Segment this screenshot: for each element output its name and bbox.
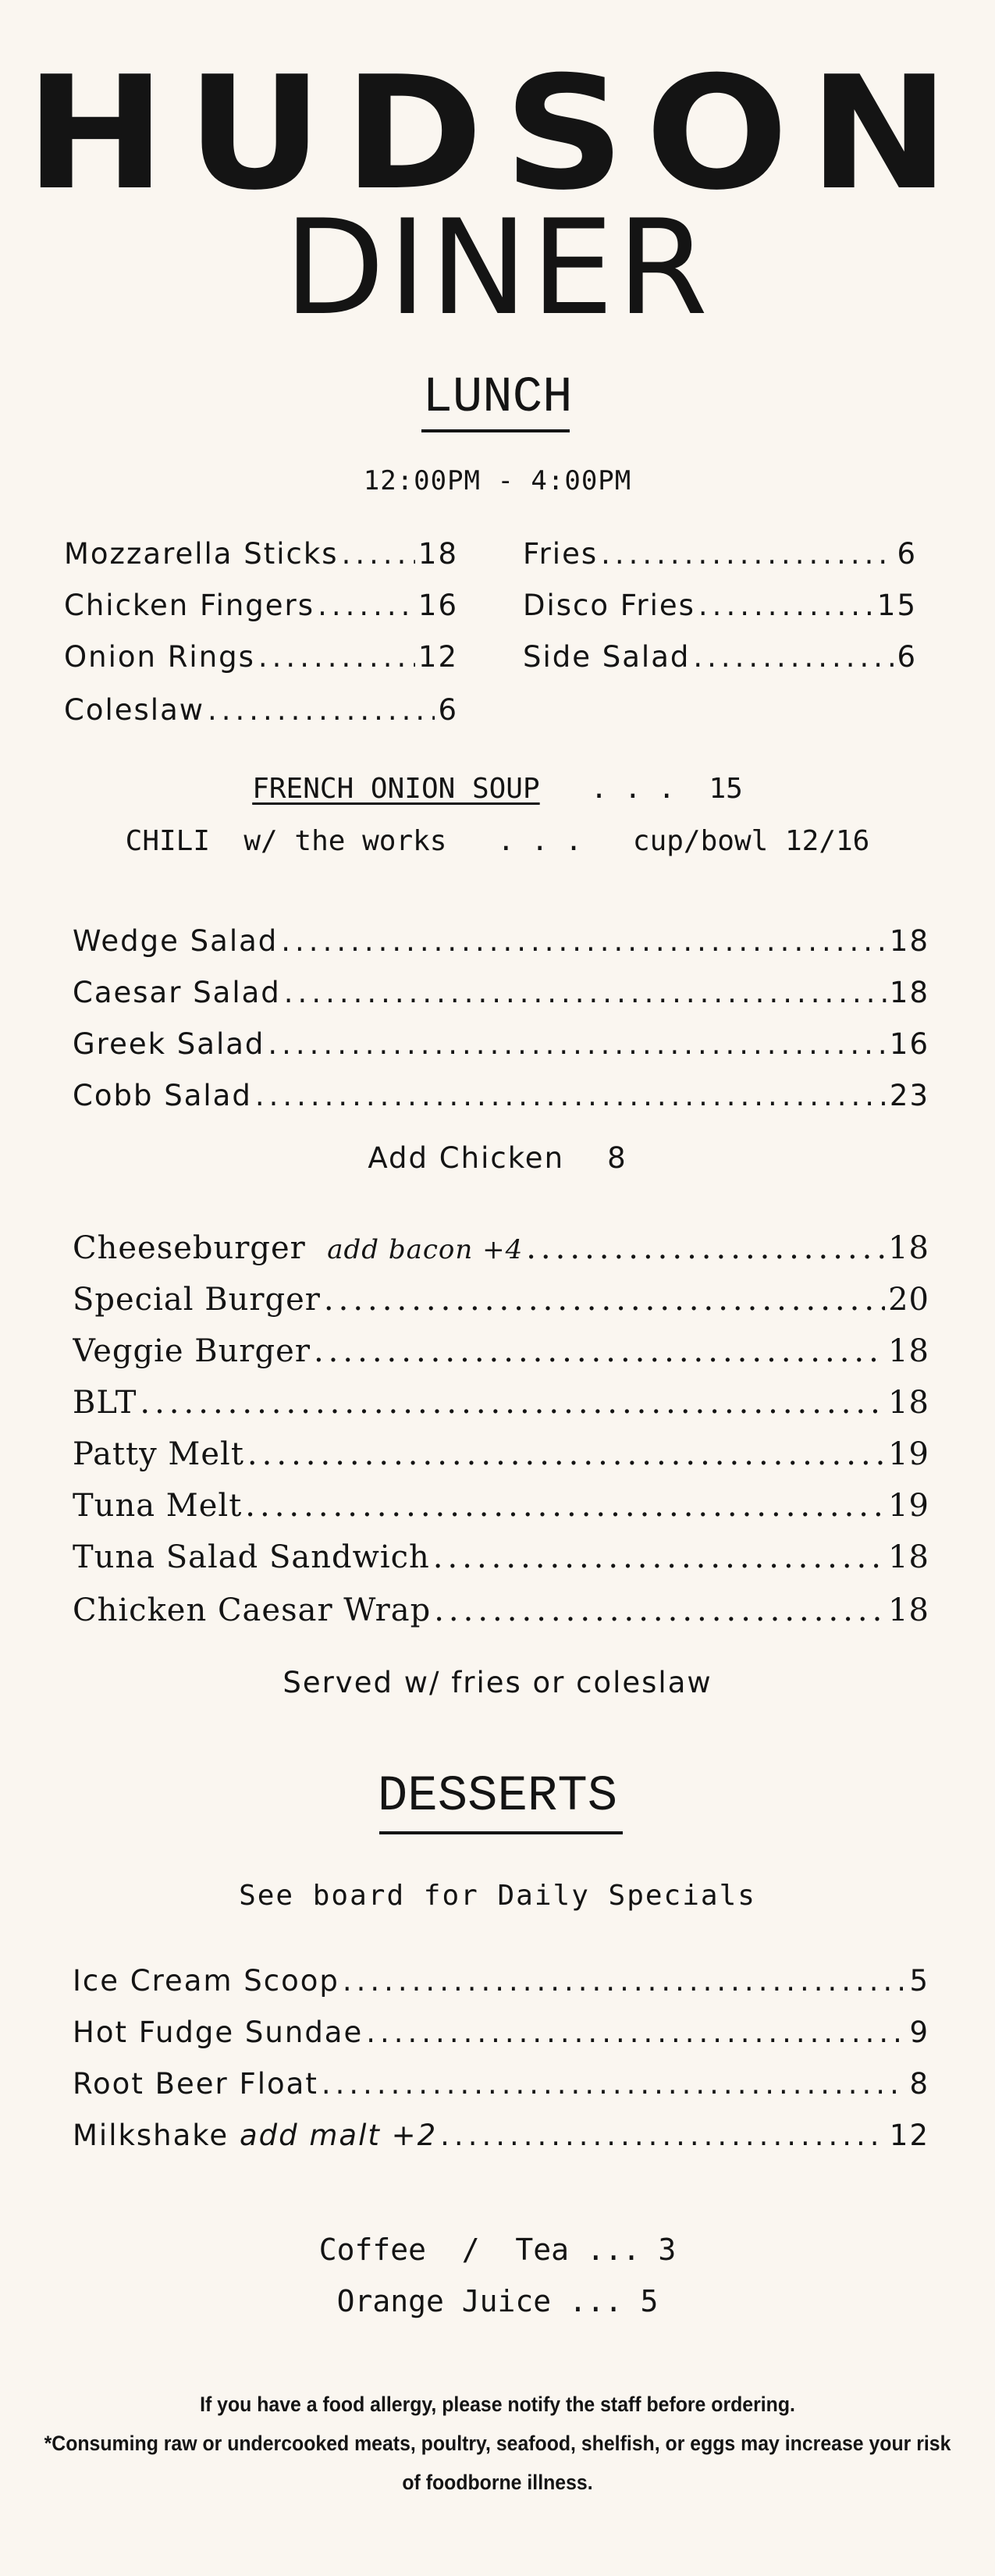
item-name: Patty Melt (73, 1436, 244, 1472)
menu-item (523, 640, 917, 674)
menu-item (73, 1488, 929, 1524)
item-name: Tuna Melt (73, 1488, 243, 1524)
soup-separator: . . . (590, 773, 676, 805)
item-price: 9 (909, 2016, 929, 2049)
menu-item (73, 2016, 929, 2049)
drinks-line-coffee-tea: Coffee / Tea ... 3 (318, 2233, 677, 2267)
item-name: Tuna Salad Sandwich (73, 1539, 430, 1575)
menu-item (73, 1592, 929, 1628)
menu-item (73, 2119, 929, 2152)
chili-separator: . . . (497, 825, 582, 857)
add-chicken-label: Add Chicken (368, 1141, 565, 1175)
item-price: 18 (889, 976, 929, 1009)
brand-title-line2: DINER (283, 191, 712, 344)
item-price: 6 (438, 693, 458, 727)
desserts-heading-underline (379, 1831, 623, 1834)
menu-item (64, 589, 458, 622)
item-name: Chicken Fingers (64, 589, 315, 622)
item-price: 18 (888, 1539, 929, 1575)
item-name (73, 2119, 437, 2152)
item-name: Chicken Caesar Wrap (73, 1592, 432, 1628)
served-with-note: Served w/ fries or coleslaw (283, 1666, 712, 1699)
soup-line (0, 773, 995, 805)
menu-item (73, 1333, 929, 1369)
item-price: 5 (909, 1964, 929, 1998)
menu-item (73, 1385, 929, 1421)
item-name: Greek Salad (73, 1027, 265, 1061)
item-name: Hot Fudge Sundae (73, 2016, 364, 2049)
soup-name: FRENCH ONION SOUP (252, 773, 540, 805)
chili-price: cup/bowl 12/16 (632, 825, 870, 857)
item-price: 16 (889, 1027, 929, 1061)
chili-name: CHILI (125, 825, 211, 857)
item-price: 18 (888, 1385, 929, 1421)
menu-item (73, 1079, 929, 1112)
lunch-heading: LUNCH (422, 370, 573, 426)
item-name-text: Cheeseburger (73, 1230, 306, 1266)
menu-item (64, 640, 458, 674)
item-name: Fries (523, 537, 599, 571)
daily-specials-note: See board for Daily Specials (239, 1880, 756, 1912)
consumption-warning: *Consuming raw or undercooked meats, poultry, seafood, shelfish, or eggs may increase your risk (44, 2432, 951, 2455)
item-name: Special Burger (73, 1282, 321, 1318)
menu-item (73, 1027, 929, 1061)
item-note: add malt +2 (239, 2119, 438, 2152)
chili-line (0, 825, 995, 857)
item-price: 18 (888, 1230, 929, 1266)
menu-item (73, 1282, 929, 1318)
lunch-hours: 12:00PM - 4:00PM (363, 465, 632, 496)
lunch-heading-underline (421, 429, 570, 432)
item-note: add bacon +4 (327, 1234, 524, 1265)
item-price: 18 (889, 924, 929, 958)
menu-item (73, 1230, 929, 1266)
brand-title-line1: HUDSON (25, 43, 970, 225)
item-name: Caesar Salad (73, 976, 281, 1009)
item-name: Cobb Salad (73, 1079, 252, 1112)
menu-item (523, 537, 917, 571)
add-chicken-price: 8 (607, 1141, 627, 1175)
drinks-line-orange-juice: Orange Juice ... 5 (336, 2284, 659, 2318)
item-name: Veggie Burger (73, 1333, 311, 1369)
menu-item (73, 1436, 929, 1472)
item-name-text: Milkshake (73, 2119, 229, 2152)
item-price: 6 (897, 537, 917, 571)
item-name: Mozzarella Sticks (64, 537, 339, 571)
item-price: 23 (889, 1079, 929, 1112)
item-name: Root Beer Float (73, 2067, 318, 2101)
item-name: Side Salad (523, 640, 691, 674)
menu-item (73, 1964, 929, 1998)
item-price: 12 (418, 640, 458, 674)
item-name: Coleslaw (64, 693, 205, 727)
item-name: Disco Fries (523, 589, 695, 622)
item-price: 18 (888, 1592, 929, 1628)
menu-item (73, 976, 929, 1009)
desserts-heading: DESSERTS (377, 1769, 618, 1825)
menu-item (64, 537, 458, 571)
menu-item (73, 924, 929, 958)
item-price: 20 (888, 1282, 929, 1318)
consumption-warning-cont: of foodborne illness. (402, 2471, 593, 2494)
item-price: 16 (418, 589, 458, 622)
item-price: 19 (888, 1436, 929, 1472)
item-price: 15 (876, 589, 917, 622)
menu-item (64, 693, 458, 727)
soup-price: 15 (709, 773, 743, 805)
item-name (73, 1230, 523, 1266)
chili-detail: w/ the works (243, 825, 447, 857)
add-chicken-line (0, 1141, 995, 1175)
menu-item (73, 2067, 929, 2101)
menu-item (523, 589, 917, 622)
item-name: Ice Cream Scoop (73, 1964, 339, 1998)
item-price: 6 (897, 640, 917, 674)
item-name: Wedge Salad (73, 924, 279, 958)
item-price: 19 (888, 1488, 929, 1524)
item-price: 12 (889, 2119, 929, 2152)
item-name: BLT (73, 1385, 137, 1421)
allergy-notice: If you have a food allergy, please notify the staff before ordering. (200, 2393, 795, 2416)
item-name: Onion Rings (64, 640, 255, 674)
item-price: 18 (888, 1333, 929, 1369)
menu-item (73, 1539, 929, 1575)
item-price: 18 (418, 537, 458, 571)
item-price: 8 (909, 2067, 929, 2101)
